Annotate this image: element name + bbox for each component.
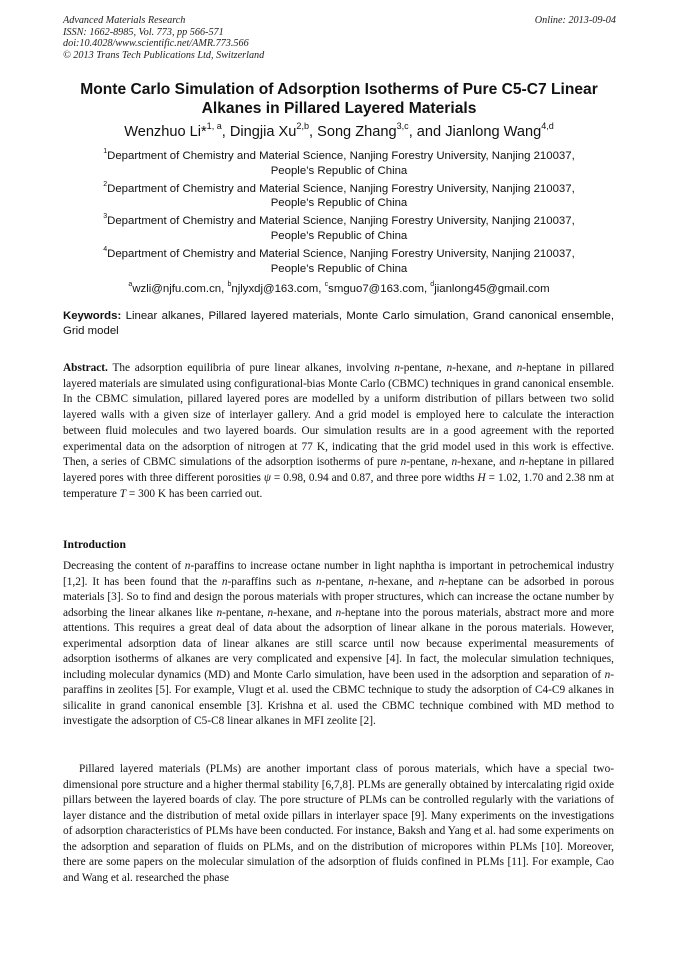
introduction-paragraph-1 xyxy=(63,559,614,730)
affiliation: $^1$Department of Chemistry and Material Science, Nanjing Forestry University, Nanjing 210037, People’s Republic of China xyxy=(103,148,575,177)
journal-issn: ISSN: 1662-8985, Vol. 773, pp 566-571 xyxy=(63,26,224,38)
text-run: -pentane, xyxy=(222,606,268,619)
affiliation: $^2$Department of Chemistry and Material Science, Nanjing Forestry University, Nanjing 210037, People’s Republic of China xyxy=(103,180,575,210)
keywords-label: Keywords: xyxy=(63,310,122,322)
title-line-2: Alkanes in Pillared Layered Materials xyxy=(201,100,477,117)
section-heading-introduction: Introduction xyxy=(63,538,126,551)
text-run: -heptane into the porous materials, abstract more and more attentions. This requires a great deal of data about the adsorption of linear alkane in the porous materials. However, experimental adsorption data of linear alkanes are still scarce until now because experimental measurements of adsorption isotherms of alkanes are very complicated and expensive [4]. In fact, the molecular simulation techniques, including molecular dynamics (MD) and Monte Carlo simulation, have been used in the adsorption and separation of xyxy=(63,606,614,681)
paper-title xyxy=(40,80,638,118)
affiliation: $^4$Department of Chemistry and Material Science, Nanjing Forestry University, Nanjing 210037, People’s Republic of China xyxy=(103,245,575,275)
keywords-text: Linear alkanes, Pillared layered materials, Monte Carlo simulation, Grand canonical ensemble, Grid model xyxy=(63,310,614,337)
online-date: Online: 2013-09-04 xyxy=(534,15,616,26)
author: Song Zhang$^{3,c}$, and xyxy=(317,120,446,140)
italic-run: n xyxy=(216,606,223,619)
affiliation: $^3$Department of Chemistry and Material Science, Nanjing Forestry University, Nanjing 210037, People’s Republic of China xyxy=(103,213,575,242)
author-list xyxy=(40,120,638,141)
journal-header xyxy=(63,15,264,61)
email: $^d$jianlong45@gmail.com xyxy=(430,281,550,295)
email: $^a$wzli@njfu.com.cn, xyxy=(128,281,228,295)
text-run: -hexane, and xyxy=(373,575,439,588)
text-run: -paraffins such as xyxy=(227,575,316,588)
journal-name: Advanced Materials Research xyxy=(63,15,186,26)
email: $^b$njlyxdj@163.com, xyxy=(227,281,325,295)
text-run: -heptane can be adsorbed in porous materials [3]. So to find and design the porous materials with proper structures, which can increase the octane number by adsorbing the linear alkanes like xyxy=(63,575,614,619)
italic-run: n xyxy=(267,606,274,619)
email: $^c$smguo7@163.com, xyxy=(324,281,431,295)
text-run: -paraffins to increase octane number in light naphtha is important in petrochemical industry [1,2]. It has been found that the xyxy=(63,560,614,588)
text-run: -pentane, xyxy=(321,575,369,588)
author: Jianlong Wang$^{4,d}$ xyxy=(445,120,554,140)
italic-run: n xyxy=(315,575,322,588)
text-run: -hexane, and xyxy=(273,606,336,619)
italic-run: n xyxy=(221,575,228,588)
italic-run: n xyxy=(604,668,611,681)
italic-run: n xyxy=(368,575,374,588)
affiliation-list xyxy=(60,149,618,279)
text-run: Decreasing the content of xyxy=(63,560,185,572)
italic-run: n xyxy=(184,560,191,572)
introduction-paragraph-2: Pillared layered materials (PLMs) are another important class of porous materials, which have a special two-dimensional pore structure and a higher thermal stability [6,7,8]. PLMs are generally obtained by intercalating rigid oxide pillars between the layered boards of clay. The pore structure of PLMs can be controlled regularly with the variations of layer distance and the distribution of metal oxide pillars in interlayer space [9]. Many experiments on the investigations of adsorption characteristics of PLMs have been conducted. For instance, Baksh and Yang et al. had some experiments on the adsorption and separation of fluids on PLMs, and on the distribution of micropores within PLMs [10]. Moreover, there are some papers on the molecular simulation of the adsorption of fluids confined in PLMs [11]. For example, Cao and Wang et al. researched the phase xyxy=(63,763,614,884)
text-run: -paraffins in zeolites [5]. For example, Vlugt et al. used the CBMC technique to study the adsorption of C4-C9 alkanes in silicalite in grand canonical ensemble [3]. Krishna et al. used the CBMC technique combined with MD method to investigate the adsorption of C5-C8 linear alkanes in MFI zeolite [2]. xyxy=(63,668,614,727)
author: Wenzhuo Li*$^{1, a}$, xyxy=(124,120,230,140)
email-list xyxy=(40,282,638,296)
keywords xyxy=(63,309,614,339)
journal-copyright: © 2013 Trans Tech Publications Ltd, Switzerland xyxy=(63,49,265,61)
italic-run: n xyxy=(335,606,342,619)
journal-doi[interactable]: doi:10.4028/www.scientific.net/AMR.773.566 xyxy=(63,38,249,49)
abstract-label: Abstract. xyxy=(63,362,108,374)
italic-run: n xyxy=(438,575,445,588)
title-line-1: Monte Carlo Simulation of Adsorption Isotherms of Pure C5-C7 Linear xyxy=(80,81,598,98)
author: Dingjia Xu$^{2,b}$, xyxy=(229,120,318,140)
abstract: Abstract. The adsorption equilibria of pure linear alkanes, involving n-pentane, n-hexane, and n-heptane in pillared layered materials are simulated using configurational-bias Monte Carlo (CBMC) techniques in grand canonical ensemble. In the CBMC simulation, pillared layered pores are modelled by a uniform distribution of pillars between two solid layered walls with a given size of interlayer gallery. And a grid model is employed here to calculate the interaction between fluid molecules and two layered boards. Our simulation results are in a good agreement with the reported experimental data on the adsorption of nitrogen at 77 K, indicating that the grid model used in this work is effective. Then, a series of CBMC simulations of the adsorption isotherms of pure n-pentane, n-hexane, and n-heptane in pillared layered pores with three different porosities ψ = 0.98, 0.94 and 0.87, and three pore widths H = 1.02, 1.70 and 2.38 nm at temperature T = 300 K has been carried out. xyxy=(63,362,615,500)
